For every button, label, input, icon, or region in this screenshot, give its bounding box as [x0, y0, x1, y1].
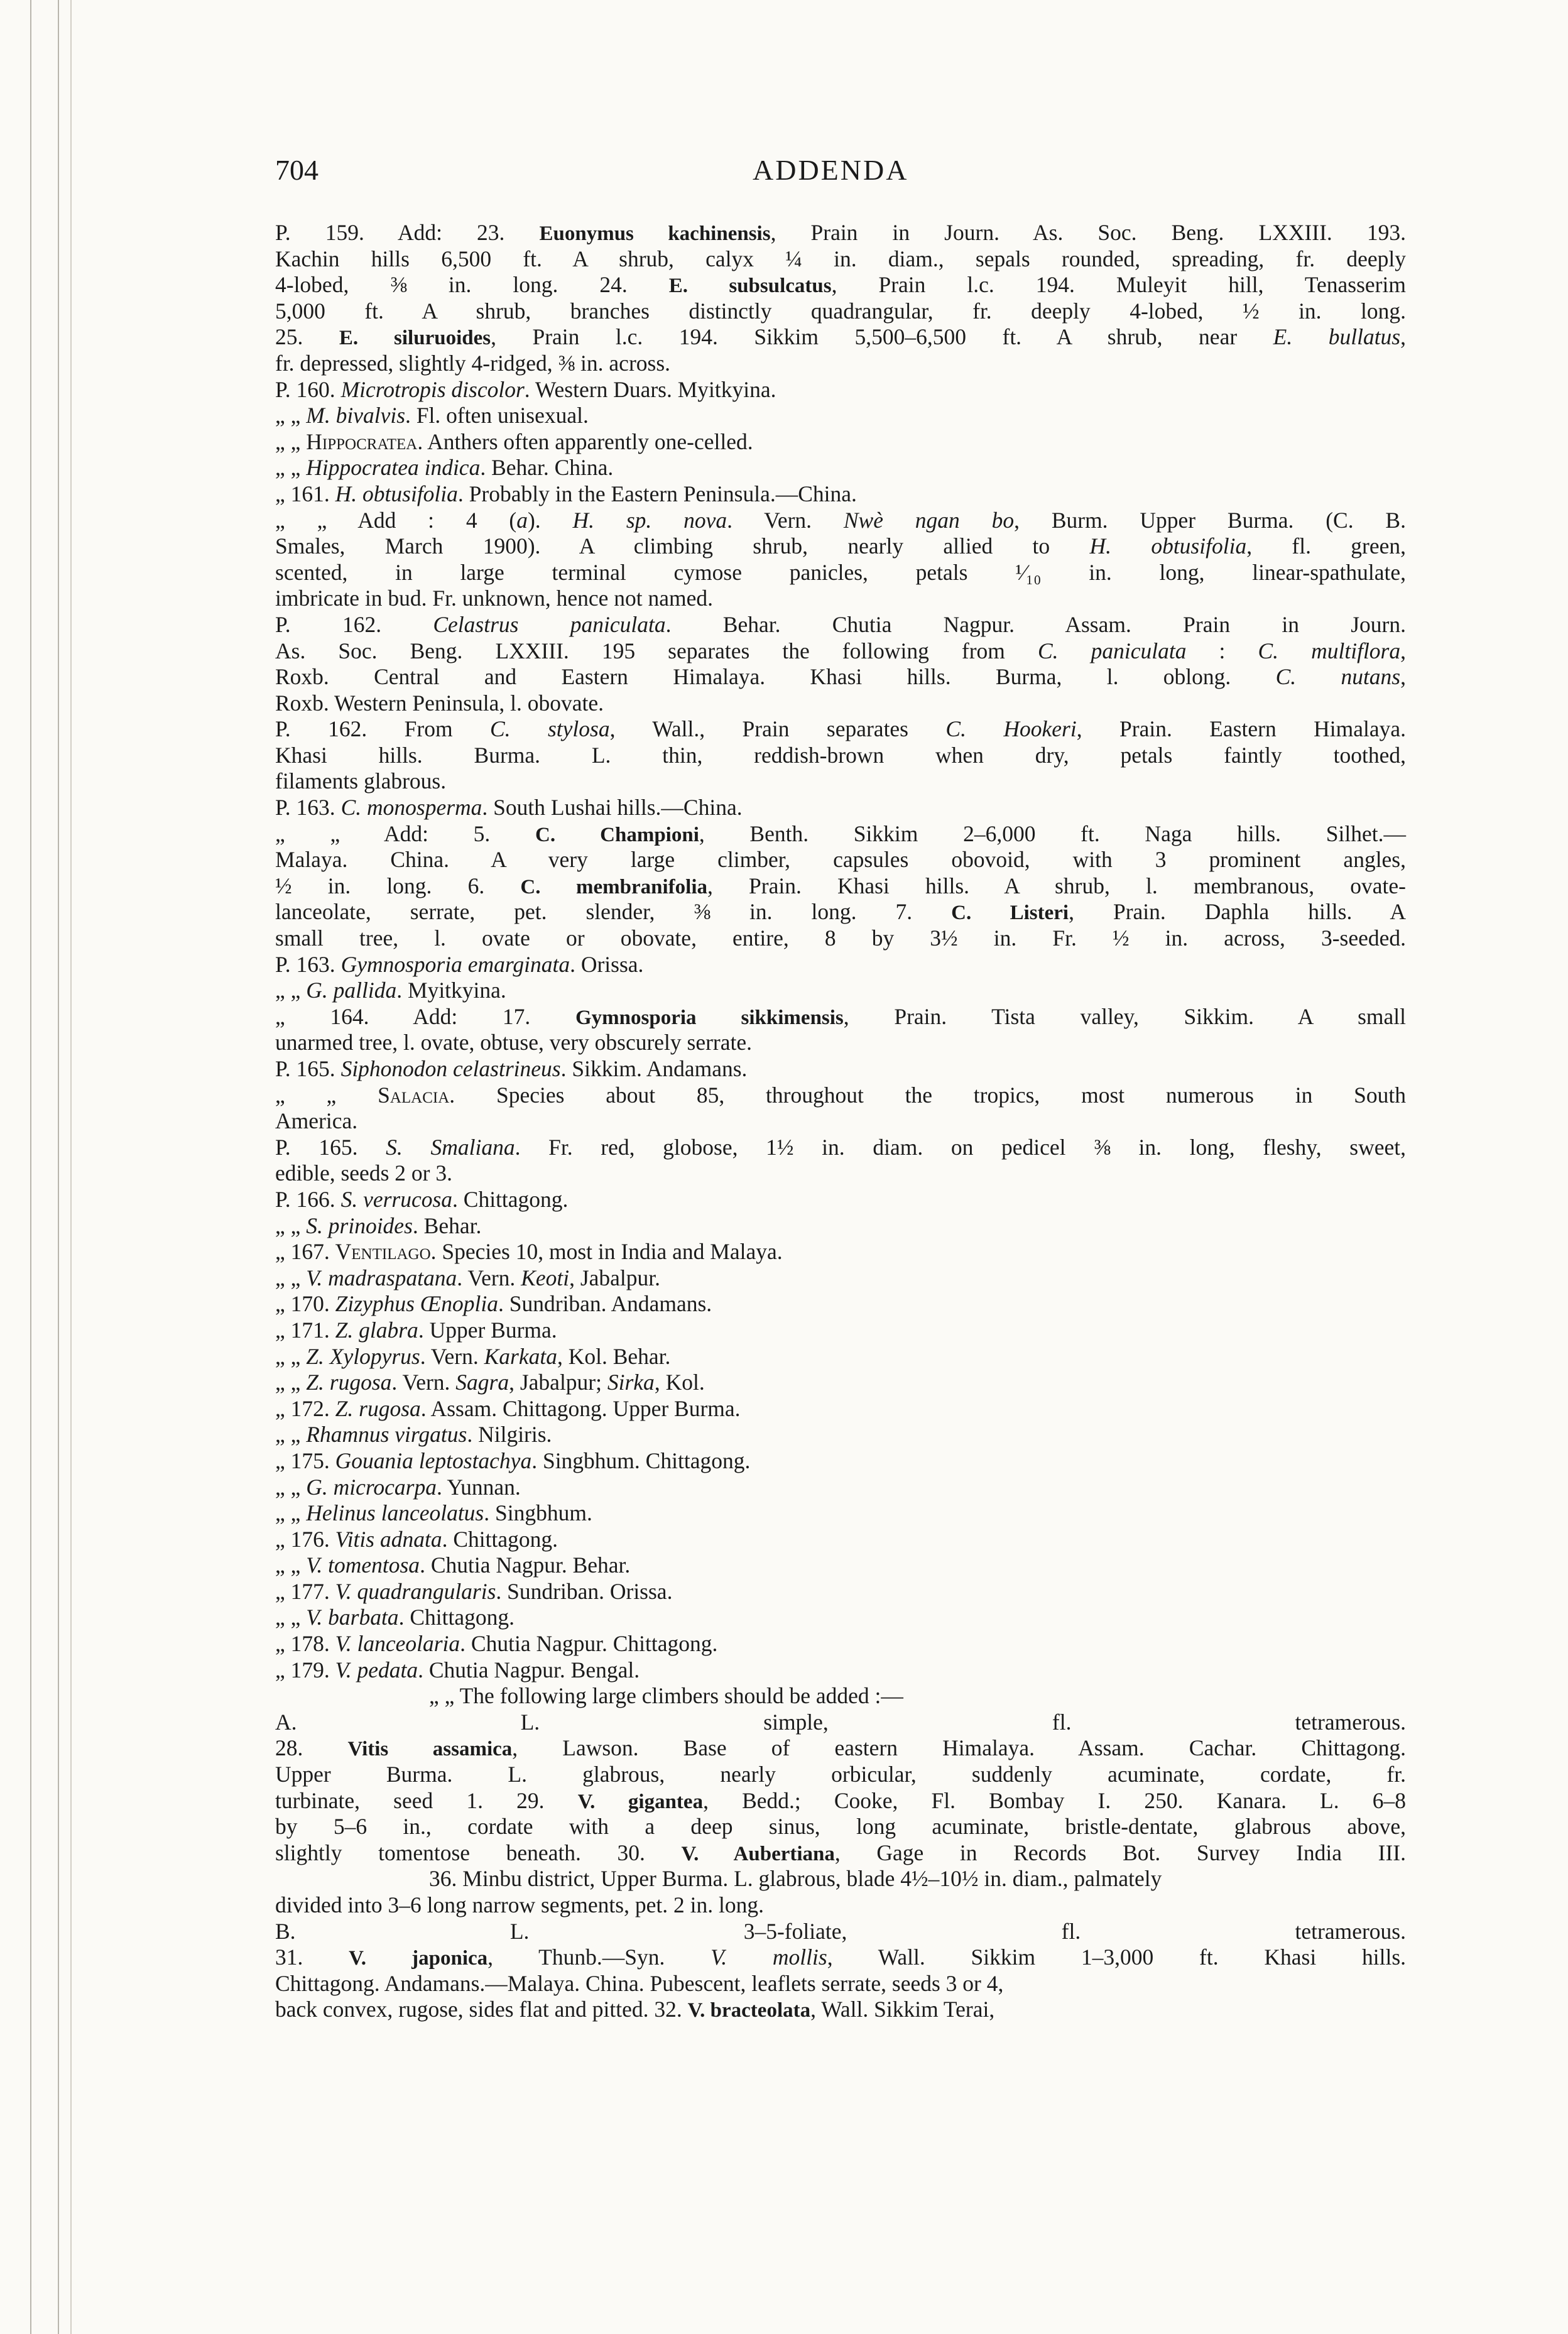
text-line: P. 160. Microtropis discolor. Western Duars. Myitkyina. [275, 376, 776, 402]
text-line: P. 165. S. Smaliana. Fr. red, globose, 1½ in. diam. on pedicel ⅜ in. long, fleshy, sweet, [275, 1134, 1407, 1160]
page-header [275, 153, 1406, 197]
text-line: P. 163. C. monosperma. South Lushai hills.—China. [275, 795, 743, 821]
text-line: „ „ Add: 5. C. Championi, Benth. Sikkim 2–6,000 ft. Naga hills. Silhet.— [275, 821, 1406, 846]
text-line: 28. Vitis assamica, Lawson. Base of eastern Himalaya. Assam. Cachar. Chittagong. [275, 1735, 1406, 1761]
text-line: edible, seeds 2 or 3. [275, 1160, 452, 1186]
text-line: 25. E. siluruoides, Prain l.c. 194. Sikkim 5,500–6,500 ft. A shrub, near E. bullatus, [275, 324, 1407, 350]
text-line: „ „ M. bivalvis. Fl. often unisexual. [275, 403, 589, 428]
text-line: slightly tomentose beneath. 30. V. Aubertiana, Gage in Records Bot. Survey India III. [275, 1840, 1406, 1865]
text-line: Chittagong. Andamans.—Malaya. China. Pubescent, leaflets serrate, seeds 3 or 4, [275, 1970, 1004, 1996]
text-line: „ „ Helinus lanceolatus. Singbhum. [275, 1500, 592, 1526]
text-line: Roxb. Western Peninsula, l. obovate. [275, 690, 604, 716]
page-number: 704 [275, 154, 318, 186]
text-line: P. 165. Siphonodon celastrineus. Sikkim. Andamans. [275, 1056, 748, 1081]
text-line: „ 175. Gouania leptostachya. Singbhum. Chittagong. [275, 1448, 751, 1473]
text-line: „ „ Hippocratea indica. Behar. China. [275, 455, 614, 481]
text-line: „ „ V. tomentosa. Chutia Nagpur. Behar. [275, 1552, 631, 1578]
text-line: „ „ S. prinoides. Behar. [275, 1213, 482, 1238]
scan-edge-rule [58, 0, 59, 2334]
text-line: „ 179. V. pedata. Chutia Nagpur. Bengal. [275, 1657, 640, 1682]
text-line: Upper Burma. L. glabrous, nearly orbicular, suddenly acuminate, cordate, fr. [275, 1762, 1406, 1787]
running-title: ADDENDA [753, 154, 909, 186]
text-line: „ „ V. barbata. Chittagong. [275, 1605, 514, 1630]
text-line: back convex, rugose, sides flat and pitted. 32. V. bracteolata, Wall. Sikkim Terai, [275, 1997, 995, 2022]
text-line: P. 166. S. verrucosa. Chittagong. [275, 1186, 569, 1212]
text-line: „ 172. Z. rugosa. Assam. Chittagong. Upper Burma. [275, 1395, 741, 1421]
text-line: fr. depressed, slightly 4-ridged, ⅜ in. across. [275, 350, 671, 376]
text-line: As. Soc. Beng. LXXIII. 195 separates the following from C. paniculata : C. multiflora, [275, 638, 1407, 663]
text-line: 5,000 ft. A shrub, branches distinctly quadrangular, fr. deeply 4-lobed, ½ in. long. [275, 298, 1406, 324]
text-line: ½ in. long. 6. C. membranifolia, Prain. Khasi hills. A shrub, l. membranous, ovate- [275, 873, 1406, 898]
text-line: imbricate in bud. Fr. unknown, hence not named. [275, 586, 714, 611]
text-line: „ 164. Add: 17. Gymnosporia sikkimensis, Prain. Tista valley, Sikkim. A small [275, 1003, 1406, 1029]
text-line: divided into 3–6 long narrow segments, pet. 2 in. long. [275, 1892, 764, 1917]
text-line: „ „ Hippocratea. Anthers often apparently one-celled. [275, 428, 753, 454]
text-line: 36. Minbu district, Upper Burma. L. glabrous, blade 4½–10½ in. diam., palmately [429, 1866, 1162, 1892]
text-line: A. L. simple, fl. tetramerous. [275, 1709, 1406, 1735]
text-line: „ 167. Ventilago. Species 10, most in India and Malaya. [275, 1239, 783, 1265]
text-line: „ 170. Zizyphus Œnoplia. Sundriban. Andamans. [275, 1291, 712, 1317]
text-line: „ „ Z. Xylopyrus. Vern. Karkata, Kol. Behar. [275, 1343, 671, 1369]
text-line: „ 171. Z. glabra. Upper Burma. [275, 1317, 557, 1343]
text-line: small tree, l. ovate or obovate, entire, 8 by 3½ in. Fr. ½ in. across, 3-seeded. [275, 925, 1406, 951]
text-line: „ „ Salacia. Species about 85, throughout the tropics, most numerous in South [275, 1082, 1406, 1108]
text-line: unarmed tree, l. ovate, obtuse, very obscurely serrate. [275, 1030, 753, 1055]
text-line: „ 178. V. lanceolaria. Chutia Nagpur. Chittagong. [275, 1631, 718, 1657]
text-line: turbinate, seed 1. 29. V. gigantea, Bedd.; Cooke, Fl. Bombay I. 250. Kanara. L. 6–8 [275, 1787, 1406, 1813]
scan-edge-rule [70, 0, 72, 2334]
text-line: Malaya. China. A very large climber, capsules obovoid, with 3 prominent angles, [275, 847, 1406, 873]
text-line: Kachin hills 6,500 ft. A shrub, calyx ¼ in. diam., sepals rounded, spreading, fr. deeply [275, 246, 1406, 271]
text-line: P. 162. From C. stylosa, Wall., Prain separates C. Hookeri, Prain. Eastern Himalaya. [275, 716, 1406, 742]
text-line: „ „ G. pallida. Myitkyina. [275, 978, 506, 1003]
text-line: Smales, March 1900). A climbing shrub, nearly allied to H. obtusifolia, fl. green, [275, 533, 1406, 559]
text-line: P. 163. Gymnosporia emarginata. Orissa. [275, 951, 644, 977]
text-line: „ „ The following large climbers should be added :— [429, 1683, 903, 1709]
text-line: „ „ Add : 4 (a). H. sp. nova. Vern. Nwè ngan bo, Burm. Upper Burma. (C. B. [275, 507, 1406, 533]
text-line: „ 177. V. quadrangularis. Sundriban. Orissa. [275, 1578, 673, 1604]
text-line: „ „ Rhamnus virgatus. Nilgiris. [275, 1422, 552, 1448]
text-line: lanceolate, serrate, pet. slender, ⅜ in. long. 7. C. Listeri, Prain. Daphla hills. A [275, 899, 1406, 925]
text-line: scented, in large terminal cymose panicles, petals ¹⁄₁₀ in. long, linear-spathulate, [275, 559, 1406, 585]
text-line: P. 159. Add: 23. Euonymus kachinensis, Prain in Journ. As. Soc. Beng. LXXIII. 193. [275, 220, 1406, 245]
text-line: „ „ Z. rugosa. Vern. Sagra, Jabalpur; Sirka, Kol. [275, 1370, 705, 1395]
text-line: America. [275, 1108, 358, 1134]
text-line: „ „ V. madraspatana. Vern. Keoti, Jabalpur. [275, 1265, 661, 1290]
text-line: „ „ G. microcarpa. Yunnan. [275, 1474, 521, 1500]
text-line: P. 162. Celastrus paniculata. Behar. Chutia Nagpur. Assam. Prain in Journ. [275, 611, 1407, 637]
text-line: B. L. 3–5-foliate, fl. tetramerous. [275, 1918, 1406, 1944]
text-line: by 5–6 in., cordate with a deep sinus, long acuminate, bristle-dentate, glabrous above, [275, 1814, 1406, 1840]
text-line: Khasi hills. Burma. L. thin, reddish-brown when dry, petals faintly toothed, [275, 742, 1406, 768]
text-line: 31. V. japonica, Thunb.—Syn. V. mollis, Wall. Sikkim 1–3,000 ft. Khasi hills. [275, 1944, 1407, 1970]
text-line: filaments glabrous. [275, 768, 447, 794]
page-body [275, 220, 1406, 2023]
text-line: Roxb. Central and Eastern Himalaya. Khasi hills. Burma, l. oblong. C. nutans, [275, 664, 1406, 690]
text-line: „ 161. H. obtusifolia. Probably in the Eastern Peninsula.—China. [275, 481, 857, 506]
text-line: 4-lobed, ⅜ in. long. 24. E. subsulcatus, Prain l.c. 194. Muleyit hill, Tenasserim [275, 272, 1406, 298]
text-line: „ 176. Vitis adnata. Chittagong. [275, 1526, 558, 1552]
scan-edge-rule [30, 0, 31, 2334]
